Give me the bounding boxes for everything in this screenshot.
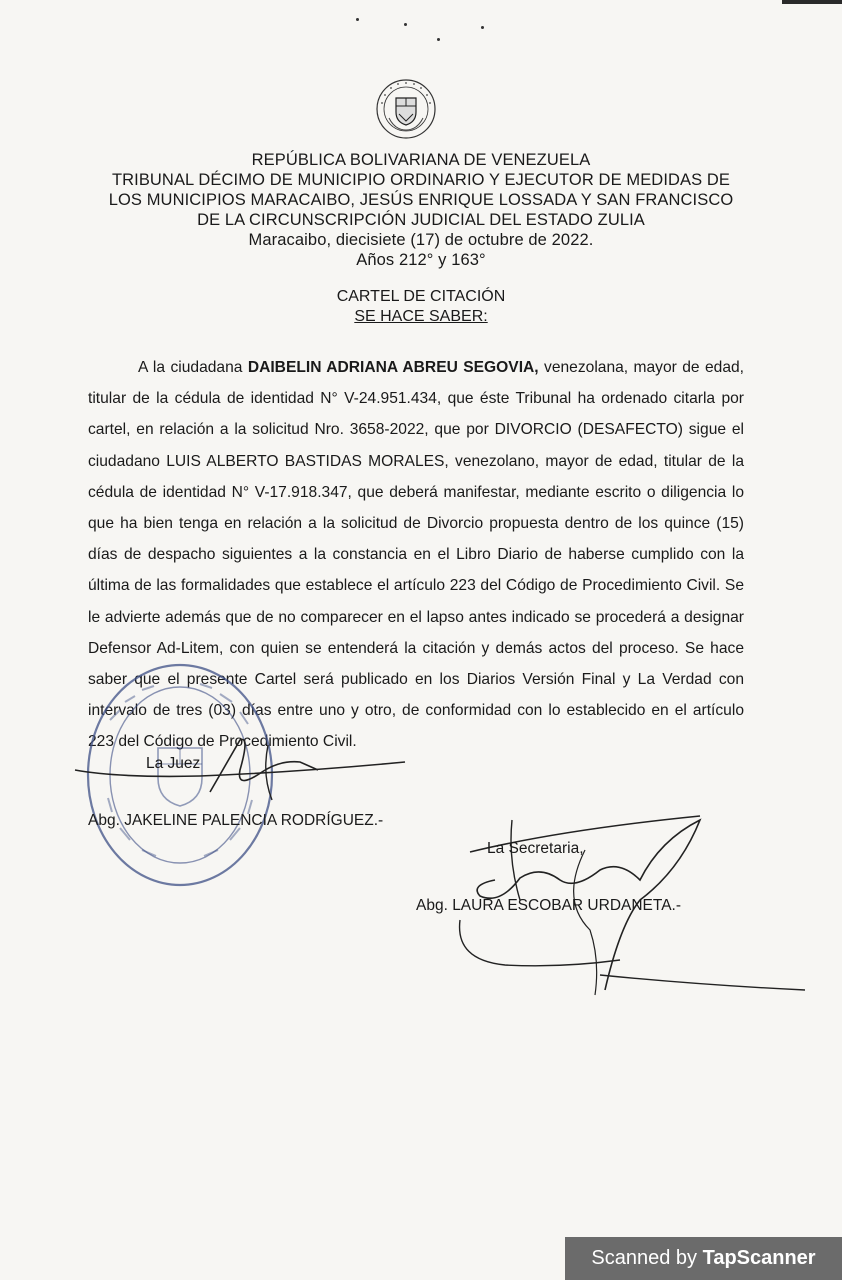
header-court-line1: TRIBUNAL DÉCIMO DE MUNICIPIO ORDINARIO Y EJECUTOR DE MEDIDAS DE — [111, 171, 731, 189]
secretary-title: La Secretaria, — [487, 840, 584, 857]
body-main-text: venezolana, mayor de edad, titular de la cédula de identidad N° V-24.951.434, que éste Tribunal ha ordenado citarla por cartel, en relación a la solicitud Nro. 3658-2022, que por DIVORCIO (DESAFECTO) sigue el ciudadano LUIS ALBERTO BASTIDAS MORALES, venezolano, mayor de edad, titular de la cédula de identidad N° V-17.918.347, que deberá manifestar, mediante escrito o diligencia lo que ha bien tenga en relación a la solicitud de Divorcio propuesta dentro de los quince (15) días de despacho siguientes a la constancia en el Libro Diario de haberse cumplido con la última de las formalidades que establece el artículo 223 del Código de Procedimiento Civil. Se le advierte además que de no comparecer en el lapso antes indicado se procederá a designar Defensor Ad-Litem, con quien se entenderá la citación y demás actos del proceso. Se hace saber que el presente Cartel será publicado en los Diarios Versión Final y La Verdad con intervalo de tres (03) días entre uno y otro, de conformidad con lo establecido en el artículo 223 del Código de Procedimiento Civil. — [88, 359, 744, 751]
watermark-prefix: Scanned by — [591, 1247, 703, 1269]
scanner-watermark — [565, 1237, 842, 1280]
judge-name: Abg. JAKELINE PALENCIA RODRÍGUEZ.- — [88, 812, 384, 829]
cartel-title: CARTEL DE CITACIÓN — [336, 288, 506, 305]
watermark-brand: TapScanner — [702, 1247, 816, 1269]
body-intro: A la ciudadana — [138, 359, 248, 376]
coat-of-arms-icon — [375, 78, 437, 140]
document-header — [60, 150, 782, 270]
header-date: Maracaibo, diecisiete (17) de octubre de 2022. — [248, 231, 594, 249]
header-years: Años 212° y 163° — [356, 251, 486, 269]
judge-title: La Juez — [146, 755, 201, 772]
secretary-name: Abg. LAURA ESCOBAR URDANETA.- — [416, 897, 682, 914]
cartel-subtitle: SE HACE SABER: — [354, 308, 488, 325]
scan-edge — [782, 0, 842, 4]
cartel-heading — [60, 287, 782, 327]
header-court-line2: LOS MUNICIPIOS MARACAIBO, JESÚS ENRIQUE LOSSADA Y SAN FRANCISCO — [108, 191, 734, 209]
header-republic: REPÚBLICA BOLIVARIANA DE VENEZUELA — [251, 151, 591, 169]
court-stamp-icon — [80, 660, 280, 890]
body-cited-name: DAIBELIN ADRIANA ABREU SEGOVIA, — [247, 359, 539, 376]
header-court-line3: DE LA CIRCUNSCRIPCIÓN JUDICIAL DEL ESTADO ZULIA — [197, 211, 645, 229]
